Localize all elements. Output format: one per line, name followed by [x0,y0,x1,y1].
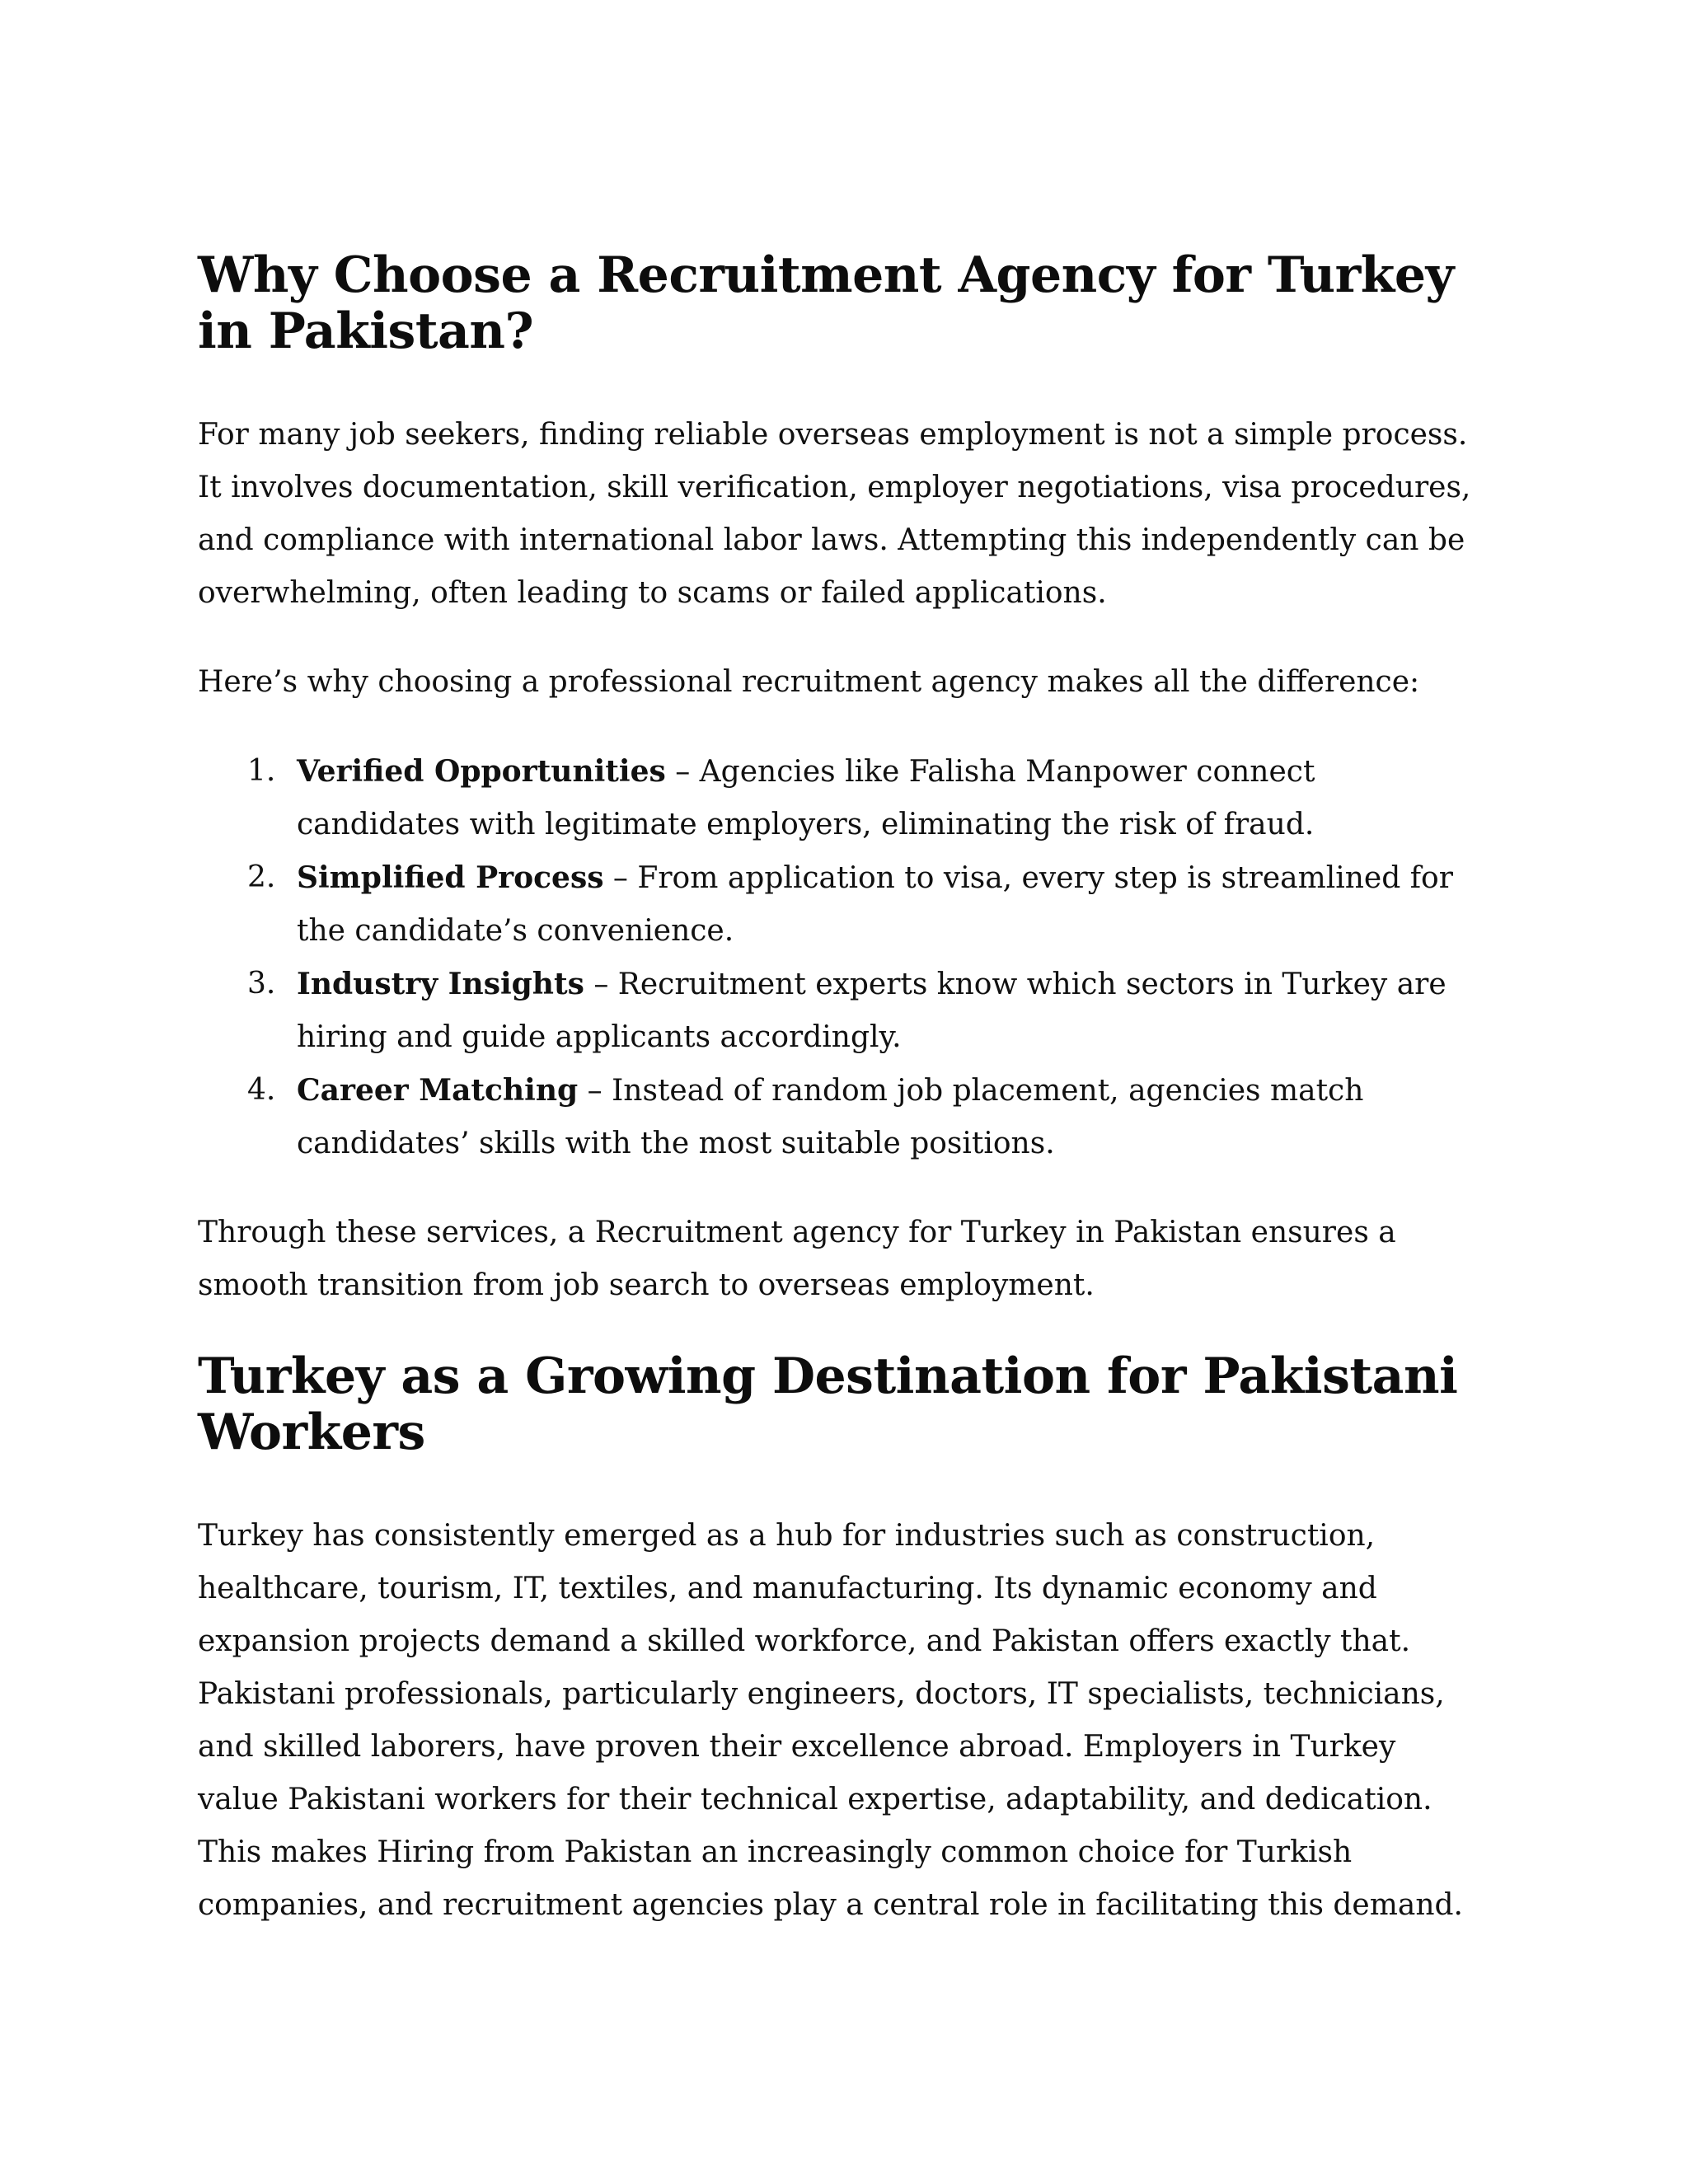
list-item [198,745,1484,851]
list-term: Simplified Process [297,860,604,895]
list-description: – Recruitment experts know which sectors in Turkey are hiring and guide applicants accordingly. [297,968,1447,1054]
list-item [198,958,1484,1064]
list-term: Industry Insights [297,967,584,1001]
section-heading-turkey-destination: Turkey as a Growing Destination for Pakistani Workers [198,1347,1458,1461]
list-description: – Agencies like Falisha Manpower connect candidates with legitimate employers, eliminating the risk of fraud. [297,755,1315,841]
benefits-list [198,745,1484,1170]
lead-paragraph: Here’s why choosing a professional recruitment agency makes all the difference: [198,665,1420,699]
list-item [198,1064,1484,1170]
list-number: 1 . [247,745,275,798]
conclusion-paragraph: Through these services, a Recruitment agency for Turkey in Pakistan ensures a smooth transition from job search to overseas employment. [198,1216,1396,1302]
list-description: – Instead of random job placement, agencies match candidates’ skills with the most suitable positions. [297,1074,1364,1160]
list-term: Verified Opportunities [297,754,666,789]
section-heading-why-choose: Why Choose a Recruitment Agency for Turkey in Pakistan? [198,246,1454,360]
list-number: 4 . [247,1064,275,1117]
intro-paragraph: For many job seekers, finding reliable overseas employment is not a simple process. It involves documentation, skill verification, employer negotiations, visa procedures, and compliance with international labor laws. Attempting this independently can be overwhelming, often leading to scams or failed applications. [198,418,1471,610]
list-number: 2 . [247,851,275,904]
body-paragraph: Turkey has consistently emerged as a hub for industries such as construction, healthcare, tourism, IT, textiles, and manufacturing. Its dynamic economy and expansion projects demand a skilled workforce, and Pakistan offers exactly that. Pakistani professionals, particularly engineers, doctors, IT specialists, technicians, and skilled laborers, have proven their excellence abroad. Employers in Turkey value Pakistani workers for their technical expertise, adaptability, and dedication. This makes Hiring from Pakistan an increasingly common choice for Turkish companies, and recruitment agencies play a central role in facilitating this demand. [198,1519,1463,1922]
list-item [198,851,1484,958]
document-page [198,247,1484,1932]
list-description: – From application to visa, every step is streamlined for the candidate’s convenience. [297,861,1453,948]
list-number: 3 . [247,958,275,1010]
list-term: Career Matching [297,1073,579,1108]
